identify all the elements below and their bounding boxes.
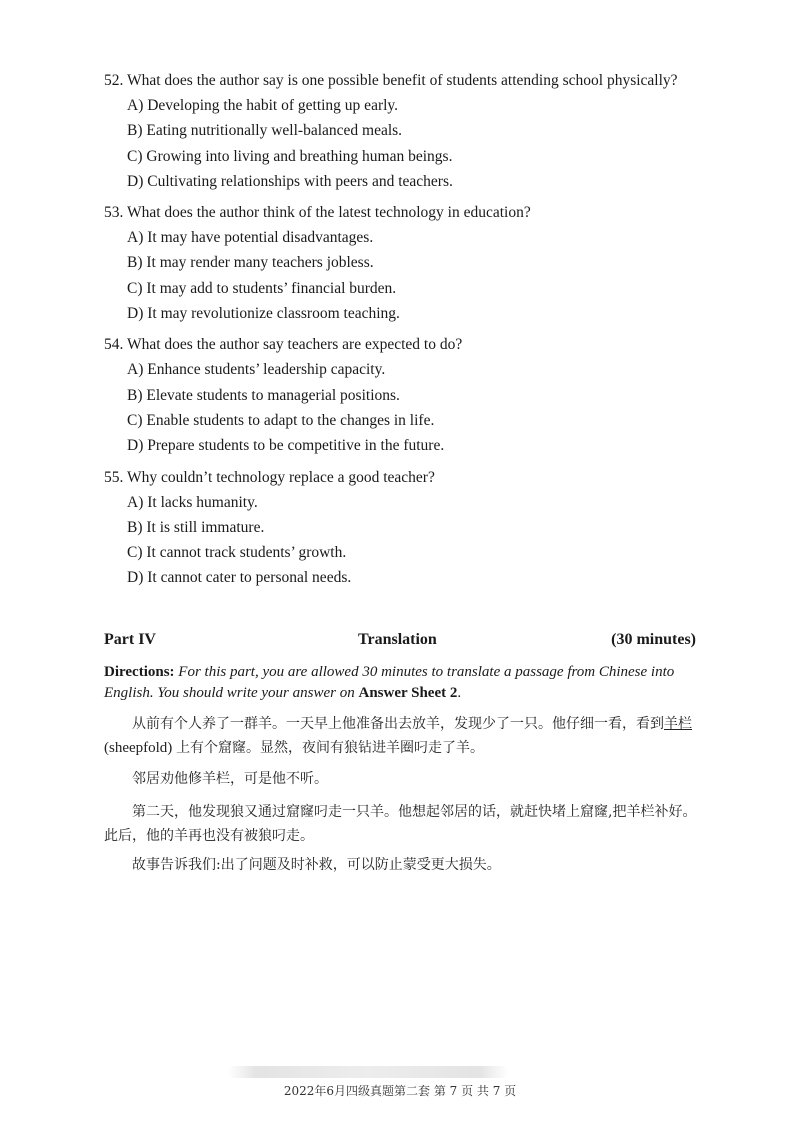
question-stem: 54. What does the author say teachers are expected to do? xyxy=(104,336,463,354)
part-title: Translation xyxy=(358,631,437,648)
directions-end: . xyxy=(457,685,462,701)
question-list xyxy=(104,68,704,597)
passage-term-english: (sheepfold) xyxy=(104,740,177,756)
option-a: A) It lacks humanity. xyxy=(127,493,258,511)
question-52 xyxy=(104,68,704,194)
question-stem: 52. What does the author say is one possible benefit of students attending school physically? xyxy=(104,72,678,89)
passage-paragraph-3 xyxy=(104,800,700,848)
passage-text: 第二天，他发现狼又通过窟窿叼走一只羊。他想起邻居的话，就赶快堵上窟窿,把羊栏补好。此后，他的羊再也没有被狼叼走。 xyxy=(104,804,697,844)
option-b: B) Elevate students to managerial positions. xyxy=(127,386,400,404)
question-stem: 53. What does the author think of the latest technology in education? xyxy=(104,204,531,222)
passage-term: 羊栏 xyxy=(664,716,692,732)
part-time: (30 minutes) xyxy=(611,631,696,648)
option-a: A) It may have potential disadvantages. xyxy=(127,229,374,247)
option-b: B) It is still immature. xyxy=(127,518,265,536)
option-c: C) Growing into living and breathing human beings. xyxy=(127,147,453,165)
answer-sheet-ref: Answer Sheet 2 xyxy=(358,685,458,701)
question-stem: 55. Why couldn’t technology replace a good teacher? xyxy=(104,468,435,486)
question-54 xyxy=(104,332,704,458)
passage-text: 上有个窟窿。显然，夜间有狼钻进羊圈叼走了羊。 xyxy=(176,740,485,756)
option-d: D) Prepare students to be competitive in the future. xyxy=(127,437,445,455)
passage-paragraph-2 xyxy=(104,767,700,791)
passage-text: 邻居劝他修羊栏，可是他不听。 xyxy=(132,771,328,787)
part-number: Part IV xyxy=(104,631,156,648)
option-a: A) Enhance students’ leadership capacity. xyxy=(127,361,386,379)
passage-paragraph-1 xyxy=(104,712,700,760)
option-b: B) It may render many teachers jobless. xyxy=(127,254,374,272)
directions xyxy=(104,662,700,704)
option-d: D) Cultivating relationships with peers and teachers. xyxy=(127,172,453,190)
option-c: C) Enable students to adapt to the changes in life. xyxy=(127,411,435,429)
page-footer: 2022年6月四级真题第二套 第 7 页 共 7 页 xyxy=(283,1084,517,1098)
option-a: A) Developing the habit of getting up early. xyxy=(127,97,399,114)
part-header xyxy=(104,631,696,655)
option-c: C) It may add to students’ financial burden. xyxy=(127,279,397,297)
question-55 xyxy=(104,465,704,591)
passage-text: 从前有个人养了一群羊。一天早上他准备出去放羊，发现少了一只。他仔细一看，看到 xyxy=(132,716,664,732)
option-d: D) It may revolutionize classroom teaching. xyxy=(127,305,400,323)
directions-label: Directions: xyxy=(104,664,175,680)
question-53 xyxy=(104,200,704,326)
option-b: B) Eating nutritionally well-balanced meals. xyxy=(127,122,403,140)
option-d: D) It cannot cater to personal needs. xyxy=(127,569,352,587)
passage-paragraph-4 xyxy=(104,853,700,877)
directions-text: For this part, you are allowed 30 minutes to translate a passage from Chinese into English. You should write your answer on xyxy=(104,664,675,701)
passage-text: 故事告诉我们:出了问题及时补救，可以防止蒙受更大损失。 xyxy=(132,857,501,873)
option-c: C) It cannot track students’ growth. xyxy=(127,544,347,562)
scan-smudge xyxy=(228,1066,508,1078)
